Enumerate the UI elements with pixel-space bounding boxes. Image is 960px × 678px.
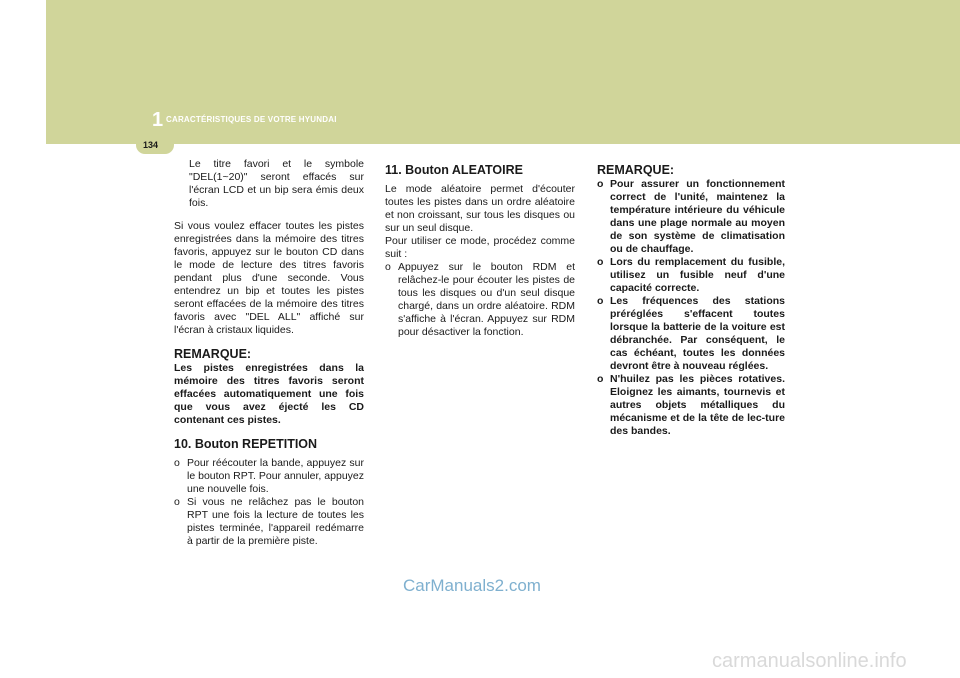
list-item-text: Appuyez sur le bouton RDM et relâchez-le pour écouter les pistes de tous les disques ou d'un seul disque chargé, dans un ordre aléatoire. RDM s'affiche à l'écran. Appuyez sur RDM pour désactiver la fonction. [398, 261, 575, 338]
column-3 [597, 163, 785, 438]
bullet-marker: o [597, 373, 604, 385]
chapter-title: CARACTÉRISTIQUES DE VOTRE HYUNDAI [166, 115, 337, 124]
section-heading-repeat: 10. Bouton REPETITION [174, 437, 318, 451]
random-instructions-paragraph: Pour utiliser ce mode, procédez comme suit : [385, 235, 575, 260]
bullet-marker: o [597, 295, 604, 307]
list-item [597, 295, 785, 373]
bullet-marker: o [174, 496, 180, 508]
list-item-text: Si vous ne relâchez pas le bouton RPT une fois la lecture de toutes les pistes terminée, l'appareil redémarre à partir de la première piste. [187, 496, 364, 547]
list-item [385, 261, 575, 339]
list-item-text: Pour réécouter la bande, appuyez sur le bouton RPT. Pour annuler, appuyez une nouvelle fois. [187, 457, 364, 495]
list-item-text: Lors du remplacement du fusible, utilisez un fusible neuf d'une capacité correcte. [610, 256, 785, 294]
list-item [597, 373, 785, 438]
intro-paragraph: Le titre favori et le symbole "DEL(1~20)" seront effacés sur l'écran LCD et un bip sera émis deux fois. [189, 158, 364, 209]
remark-text: Les pistes enregistrées dans la mémoire des titres favoris seront effacées automatiquement une fois que vous avez éjecté les CD contenant ces pistes. [174, 362, 364, 426]
list-item [597, 178, 785, 256]
page-number: 134 [143, 140, 159, 150]
remark-heading: REMARQUE: [174, 347, 252, 361]
remark-heading: REMARQUE: [597, 163, 675, 177]
repeat-bullet-list [174, 457, 364, 548]
random-paragraph: Le mode aléatoire permet d'écouter toutes les pistes dans un ordre aléatoire et non croissant, sur tous les disques ou sur un seul disque. [385, 183, 575, 234]
chapter-number: 1 [152, 109, 164, 131]
column-1 [174, 158, 364, 548]
remark-bullet-list [597, 178, 785, 438]
bullet-marker: o [597, 178, 604, 190]
bullet-marker: o [174, 457, 180, 469]
list-item [174, 496, 364, 548]
delete-all-paragraph: Si vous voulez effacer toutes les pistes enregistrées dans la mémoire des titres favoris, appuyez sur le bouton CD dans le mode de lecture des titres favoris pendant plus d'une seconde. Vous entendrez un bip et toutes les pistes seront effacées de la mémoire des titres favoris avec "DEL ALL" affiché sur l'écran à cristaux liquides. [174, 220, 364, 336]
list-item [597, 256, 785, 295]
column-2 [385, 163, 575, 339]
section-heading-random: 11. Bouton ALEATOIRE [385, 163, 523, 177]
list-item [174, 457, 364, 496]
random-bullet-list [385, 261, 575, 339]
watermark-carmanuals2[interactable]: CarManuals2.com [403, 576, 541, 595]
list-item-text: N'huilez pas les pièces rotatives. Eloignez les aimants, tournevis et autres objets métalliques du mécanisme et de la tête de lec-ture des bandes. [610, 373, 785, 437]
list-item-text: Les fréquences des stations préréglées s'effacent toutes lorsque la batterie de la voiture est débranchée. Par conséquent, le cas échéant, toutes les données devront être à nouveau réglées. [610, 295, 785, 372]
bullet-marker: o [385, 261, 391, 273]
list-item-text: Pour assurer un fonctionnement correct de l'unité, maintenez la température intérieure du véhicule dans une plage normale au moyen de son système de climatisation ou de chauffage. [610, 178, 785, 255]
watermark-carmanualsonline: carmanualsonline.info [712, 650, 907, 672]
bullet-marker: o [597, 256, 604, 268]
